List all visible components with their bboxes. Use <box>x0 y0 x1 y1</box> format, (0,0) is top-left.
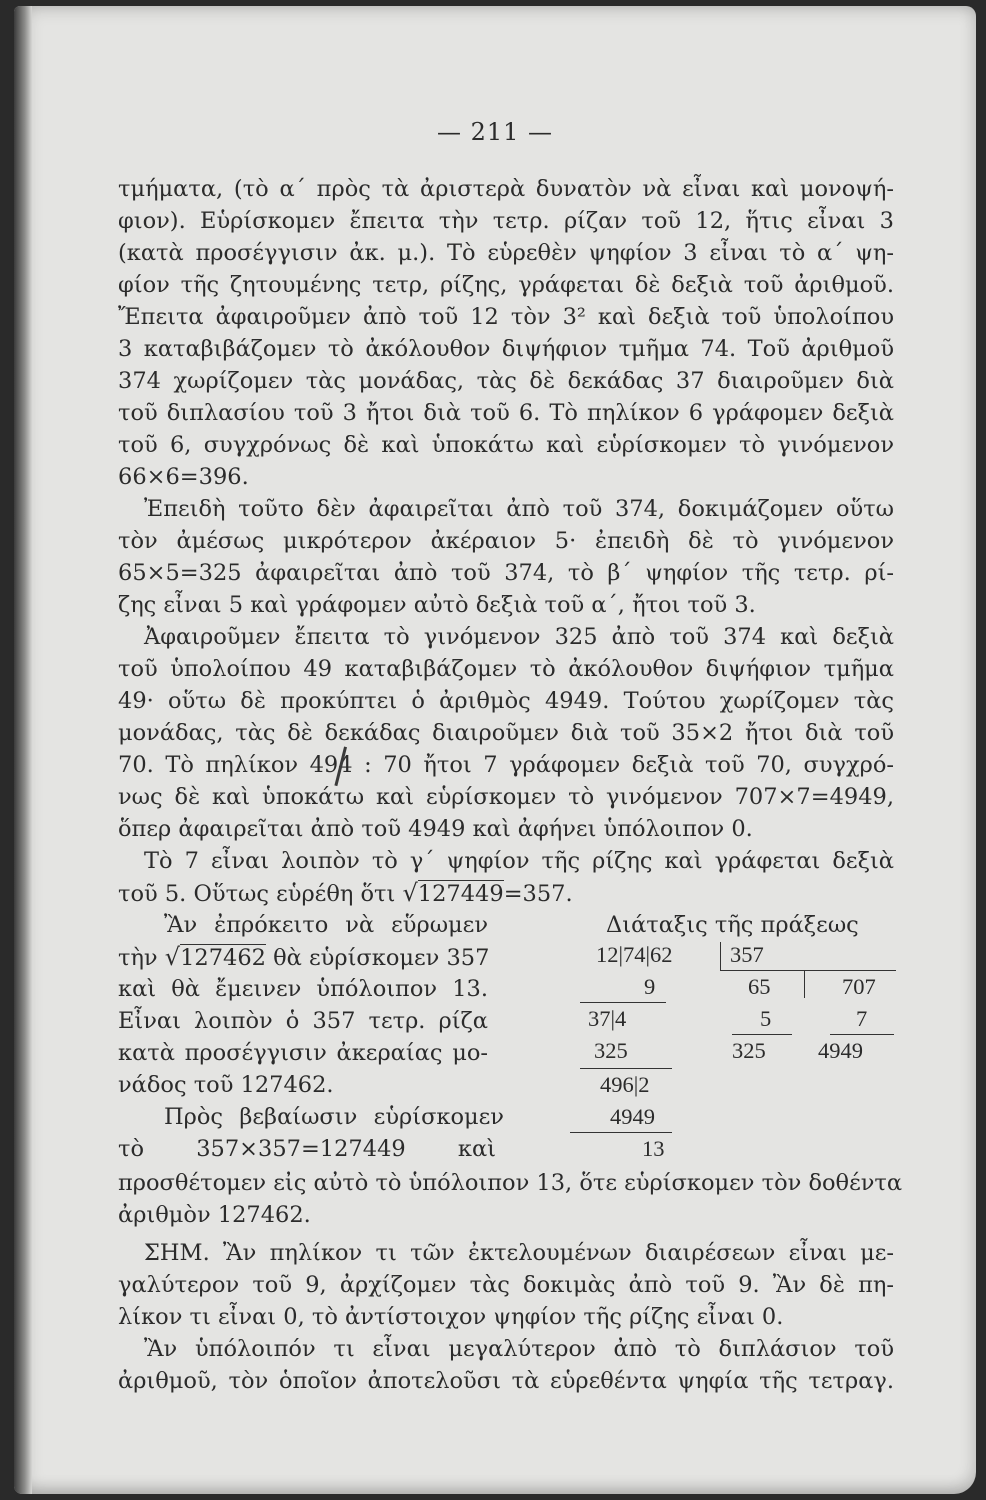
scheme-rem2: 496|2 <box>600 1072 650 1097</box>
book-page <box>14 6 976 1494</box>
sqrt-line-after: =357. <box>503 881 573 907</box>
scheme-sub2: 325 <box>594 1038 628 1063</box>
text-line: ὅπερ ἀφαιρεῖται ἀπὸ τοῦ 4949 καὶ ἀφήνει ὑπόλοιπον 0. <box>118 816 753 842</box>
text-line: ΣΗΜ. Ἂν πηλίκον τι τῶν ἐκτελουμένων διαιρέσεων εἶναι με- <box>144 1240 894 1266</box>
text-line: ζης εἶναι 5 καὶ γράφομεν αὐτὸ δεξιὰ τοῦ α΄, ἤτοι τοῦ 3. <box>118 592 756 618</box>
example-radicand: 127462 <box>180 945 266 971</box>
example-line: Πρὸς βεβαίωσιν εὑρίσκομεν <box>164 1104 504 1130</box>
scheme-rem1: 37|4 <box>588 1006 627 1031</box>
text-line: τοῦ ὑπολοίπου 49 καταβιβάζομεν τὸ ἀκόλουθον διψήφιον τμῆμα <box>118 656 894 682</box>
book-spine-shadow <box>14 6 32 1494</box>
scheme-digit2: 7 <box>856 1006 868 1031</box>
example-after: θὰ εὑρίσκομεν 357 <box>265 945 490 971</box>
scheme-rule <box>732 1034 792 1035</box>
example-line: νάδος τοῦ 127462. <box>118 1072 334 1098</box>
text-line: ἀριθμὸν 127462. <box>118 1202 311 1228</box>
text-line: 70. Τὸ πηλίκον 494 : 70 ἤτοι 7 γράφομεν δεξιὰ τοῦ 70, συγχρό- <box>118 752 894 778</box>
text-line: τὸν ἀμέσως μικρότερον ἀκέραιον 5· ἐπειδὴ δὲ τὸ γινόμενον <box>118 528 894 554</box>
text-line: Ἀφαιροῦμεν ἔπειτα τὸ γινόμενον 325 ἀπὸ τοῦ 374 καὶ δεξιὰ <box>144 624 894 650</box>
scheme-rule <box>570 1132 672 1133</box>
scheme-rule <box>580 1002 666 1003</box>
scheme-prod2: 4949 <box>818 1038 863 1063</box>
scheme-prod1: 325 <box>732 1038 766 1063</box>
scheme-title: Διάταξις τῆς πράξεως <box>606 912 859 938</box>
scheme-sub3: 4949 <box>610 1104 655 1129</box>
scheme-dividend: 12|74|62 <box>596 942 673 967</box>
sqrt-line-before: τοῦ 5. Οὕτως εὑρέθη ὅτι <box>118 881 403 907</box>
text-line: 65×5=325 ἀφαιρεῖται ἀπὸ τοῦ 374, τὸ β΄ ψηφίον τῆς τετρ. ρί- <box>118 560 894 586</box>
scheme-rule <box>830 1034 894 1035</box>
scheme-sub1: 9 <box>644 974 656 999</box>
radical-icon: √ <box>164 943 181 971</box>
scheme-root: 357 <box>730 942 764 967</box>
text-line: τοῦ διπλασίου τοῦ 3 ἤτοι διὰ τοῦ 6. Τὸ πηλίκον 6 γράφομεν δεξιὰ <box>118 400 894 426</box>
text-line: νως δὲ καὶ ὑποκάτω καὶ εὑρίσκομεν τὸ γινόμενον 707×7=4949, <box>118 784 894 810</box>
text-line: τμήματα, (τὸ α΄ πρὸς τὰ ἀριστερὰ δυνατὸν νὰ εἶναι καὶ μονοψή- <box>118 176 894 202</box>
text-line: 49· οὕτω δὲ προκύπτει ὁ ἀριθμὸς 4949. Τούτου χωρίζομεν τὰς <box>118 688 894 714</box>
example-line: Εἶναι λοιπὸν ὁ 357 τετρ. ρίζα <box>118 1008 488 1034</box>
example-line-sqrt <box>118 942 488 973</box>
text-line: Ἂν ὑπόλοιπόν τι εἶναι μεγαλύτερον ἀπὸ τὸ διπλάσιον τοῦ <box>144 1336 894 1362</box>
sqrt-radicand: 127449 <box>417 881 504 907</box>
scheme-root-rule <box>720 970 896 971</box>
example-line: καὶ θὰ ἔμεινεν ὑπόλοιπον 13. <box>118 976 488 1002</box>
text-line: λίκον τι εἶναι 0, τὸ ἀντίστοιχον ψηφίον τῆς ρίζης εἶναι 0. <box>118 1304 784 1330</box>
example-line: Ἂν ἐπρόκειτο νὰ εὕρωμεν <box>164 912 488 938</box>
text-line-sqrt <box>118 878 894 909</box>
text-line: 374 χωρίζομεν τὰς μονάδας, τὰς δὲ δεκάδας 37 διαιροῦμεν διὰ <box>118 368 894 394</box>
text-line: Τὸ 7 εἶναι λοιπὸν τὸ γ΄ ψηφίον τῆς ρίζης καὶ γράφεται δεξιὰ <box>144 848 894 874</box>
scheme-trial1: 65 <box>748 974 771 999</box>
scheme-divider <box>720 942 721 970</box>
text-line: φίον τῆς ζητουμένης τετρ, ρίζης, γράφεται δὲ δεξιὰ τοῦ ἀριθμοῦ. <box>118 272 894 298</box>
radical-icon: √ <box>402 879 418 907</box>
text-line: τοῦ 6, συγχρόνως δὲ καὶ ὑποκάτω καὶ εὑρίσκομεν τὸ γινόμενον <box>118 432 894 458</box>
page-number: — 211 — <box>436 118 554 146</box>
text-line: προσθέτομεν εἰς αὐτὸ τὸ ὑπόλοιπον 13, ὅτε εὑρίσκομεν τὸν δοθέντα <box>118 1170 903 1196</box>
text-line: Ἔπειτα ἀφαιροῦμεν ἀπὸ τοῦ 12 τὸν 3² καὶ δεξιὰ τοῦ ὑπολοίπου <box>118 304 894 330</box>
text-line: (κατὰ προσέγγισιν ἀκ. μ.). Τὸ εὑρεθὲν ψηφίον 3 εἶναι τὸ α΄ ψη- <box>118 240 894 266</box>
scheme-digit1: 5 <box>760 1006 772 1031</box>
example-line: κατὰ προσέγγισιν ἀκεραίας μο- <box>118 1040 488 1066</box>
text-line: μονάδας, τὰς δὲ δεκάδας διαιροῦμεν διὰ τοῦ 35×2 ἤτοι διὰ τοῦ <box>118 720 894 746</box>
scheme-final: 13 <box>642 1136 665 1161</box>
example-line: τὸ 357×357=127449 καὶ <box>118 1136 496 1162</box>
text-line: 3 καταβιβάζομεν τὸ ἀκόλουθον διψήφιον τμῆμα 74. Τοῦ ἀριθμοῦ <box>118 336 894 362</box>
scheme-rule <box>580 1068 672 1069</box>
example-before: τὴν <box>118 945 165 971</box>
text-line: ἀριθμοῦ, τὸν ὁποῖον ἀποτελοῦσι τὰ εὑρεθέντα ψηφία τῆς τετραγ. <box>118 1368 894 1394</box>
text-line: γαλύτερον τοῦ 9, ἀρχίζομεν τὰς δοκιμὰς ἀπὸ τοῦ 9. Ἂν δὲ πη- <box>118 1272 894 1298</box>
text-line: φιον). Εὑρίσκομεν ἔπειτα τὴν τετρ. ρίζαν τοῦ 12, ἥτις εἶναι 3 <box>118 208 894 234</box>
scheme-column-divider <box>804 970 805 998</box>
scheme-trial2: 707 <box>842 974 876 999</box>
text-line: Ἐπειδὴ τοῦτο δὲν ἀφαιρεῖται ἀπὸ τοῦ 374, δοκιμάζομεν οὕτω <box>144 496 894 522</box>
text-line: 66×6=396. <box>118 464 249 490</box>
